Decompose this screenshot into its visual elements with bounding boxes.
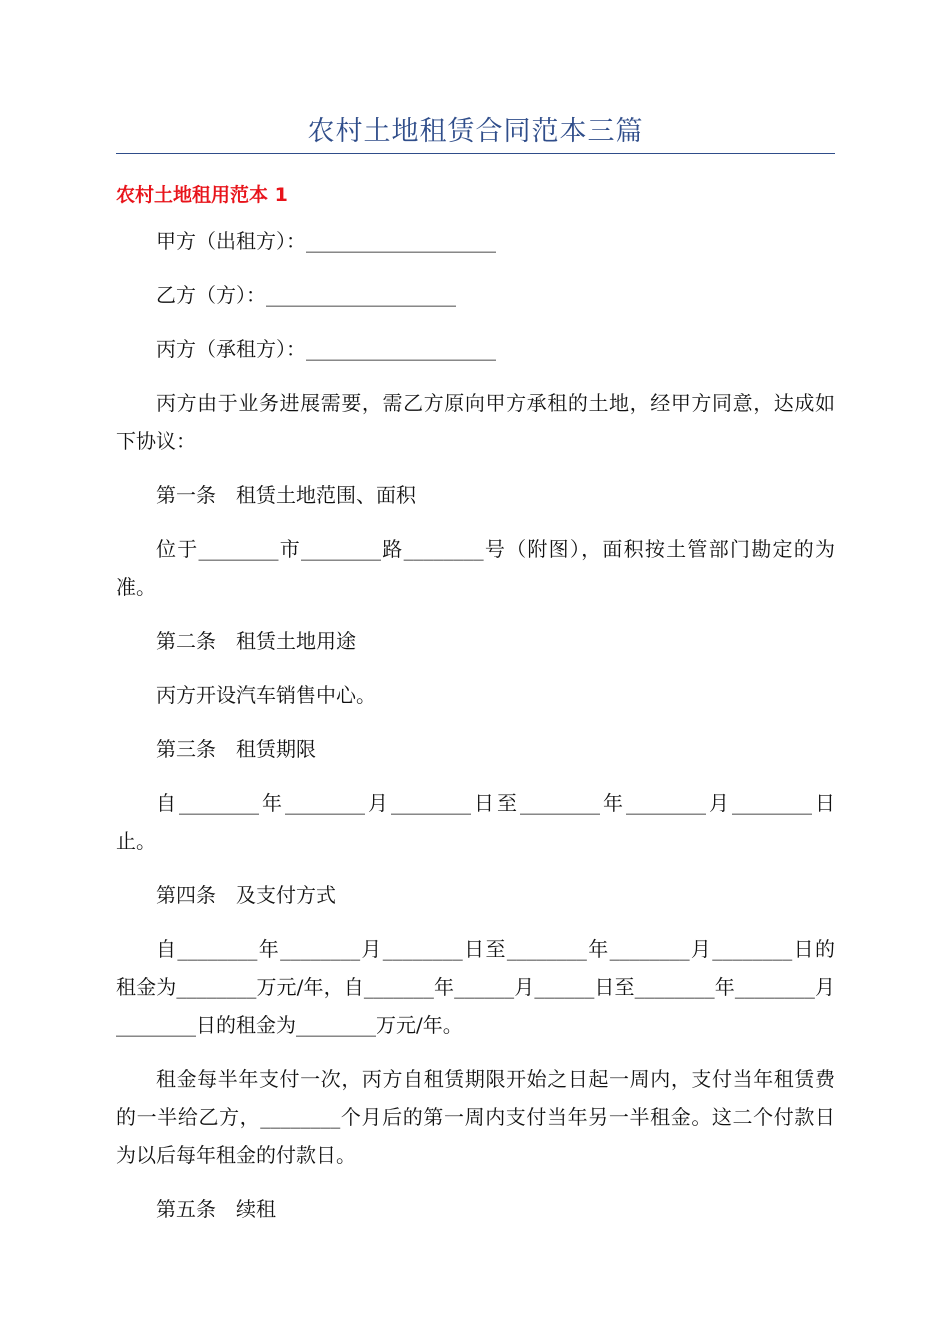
preamble-paragraph: 丙方由于业务进展需要，需乙方原向甲方承租的土地，经甲方同意，达成如下协议： xyxy=(116,391,835,453)
article-1-body: 位于________市________路________号（附图），面积按土管部门勘定的为准。 xyxy=(116,537,835,599)
document-title: 农村土地租赁合同范本三篇 xyxy=(307,116,644,147)
article-4-heading: 第四条 及支付方式 xyxy=(156,883,336,907)
article-4-body: 自________年________月________日至________年________月________日的租金为________万元/年，自_______年______月______日至________年________月________日的租金为________万元/年。 xyxy=(116,937,835,1037)
article-3-body: 自________年________月________日至________年________月________日止。 xyxy=(116,791,835,853)
article-5-heading: 第五条 续租 xyxy=(156,1197,276,1221)
section-heading: 农村土地租用范本 1 xyxy=(116,184,288,206)
party-a-line: 甲方（出租方）：___________________ xyxy=(156,229,496,253)
contract-body xyxy=(116,222,835,1244)
article-3-heading: 第三条 租赁期限 xyxy=(156,737,316,761)
article-1-heading: 第一条 租赁土地范围、面积 xyxy=(156,483,416,507)
article-2-body: 丙方开设汽车销售中心。 xyxy=(156,683,376,707)
party-b-line: 乙方（方）：___________________ xyxy=(156,283,456,307)
article-4-payment-terms: 租金每半年支付一次，丙方自租赁期限开始之日起一周内，支付当年租赁费的一半给乙方，________个月后的第一周内支付当年另一半租金。这二个付款日为以后每年租金的付款日。 xyxy=(116,1067,835,1167)
party-c-line: 丙方（承租方）：___________________ xyxy=(156,337,496,361)
article-2-heading: 第二条 租赁土地用途 xyxy=(156,629,356,653)
title-underline-divider xyxy=(116,153,835,154)
